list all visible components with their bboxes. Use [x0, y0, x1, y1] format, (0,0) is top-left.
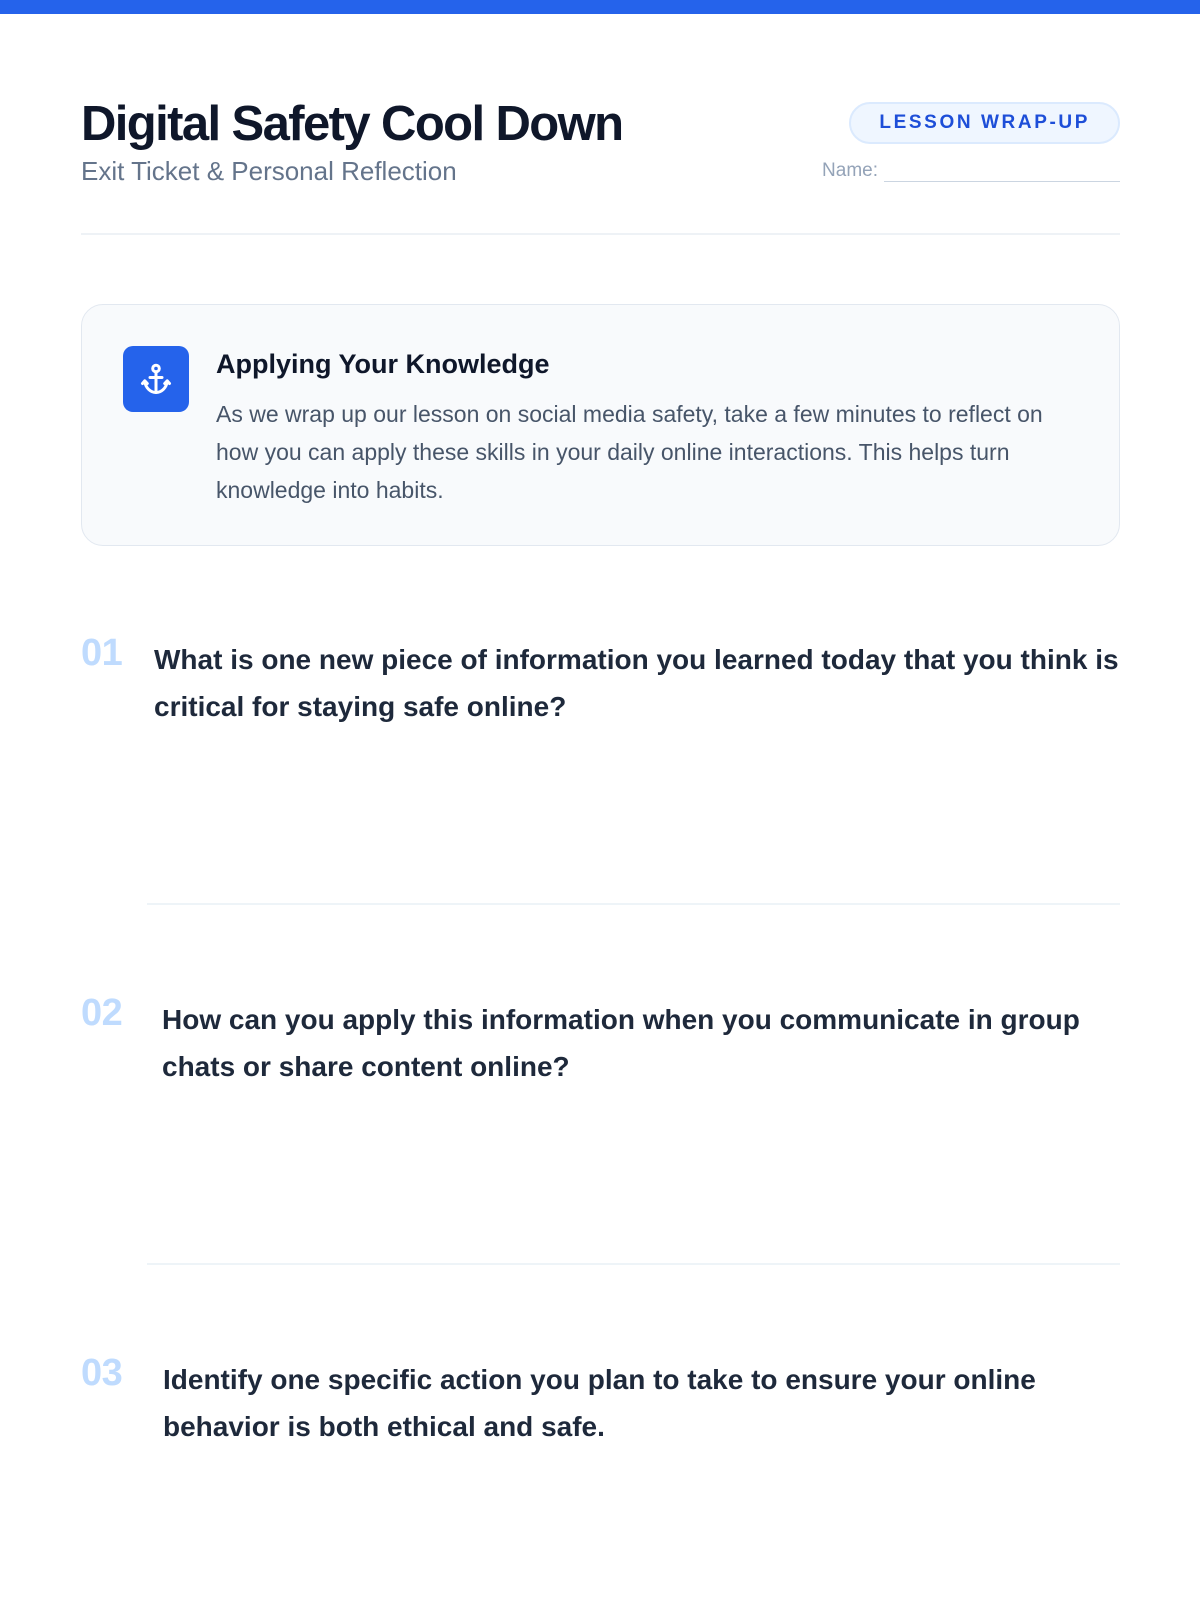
- question-text: What is one new piece of information you learned today that you think is critical for staying safe online?: [154, 644, 1119, 722]
- name-label: Name:: [822, 160, 878, 181]
- page-title: Digital Safety Cool Down: [81, 97, 623, 151]
- page-subtitle: Exit Ticket & Personal Reflection: [81, 156, 457, 186]
- worksheet-page: [81, 0, 1120, 1600]
- intro-card-title: Applying Your Knowledge: [216, 349, 550, 379]
- question-number: 03: [81, 1352, 123, 1394]
- question-number: 01: [81, 632, 123, 674]
- answer-line[interactable]: [147, 1263, 1120, 1265]
- question-number: 02: [81, 992, 123, 1034]
- anchor-icon: [123, 346, 189, 412]
- intro-card-body: As we wrap up our lesson on social media safety, take a few minutes to reflect on how you can apply these skills in your daily online interactions. This helps turn knowledge into habits.: [216, 401, 1043, 503]
- lesson-badge: LESSON WRAP-UP: [849, 102, 1120, 144]
- worksheet-header: [81, 92, 1120, 192]
- question-text: How can you apply this information when you communicate in group chats or share content online?: [162, 1004, 1080, 1082]
- name-blank-line[interactable]: [884, 162, 1120, 182]
- name-field: [822, 160, 1120, 182]
- answer-line[interactable]: [147, 903, 1120, 905]
- intro-card: [81, 304, 1120, 546]
- header-divider: [81, 233, 1120, 235]
- question-text: Identify one specific action you plan to take to ensure your online behavior is both ethical and safe.: [163, 1364, 1036, 1442]
